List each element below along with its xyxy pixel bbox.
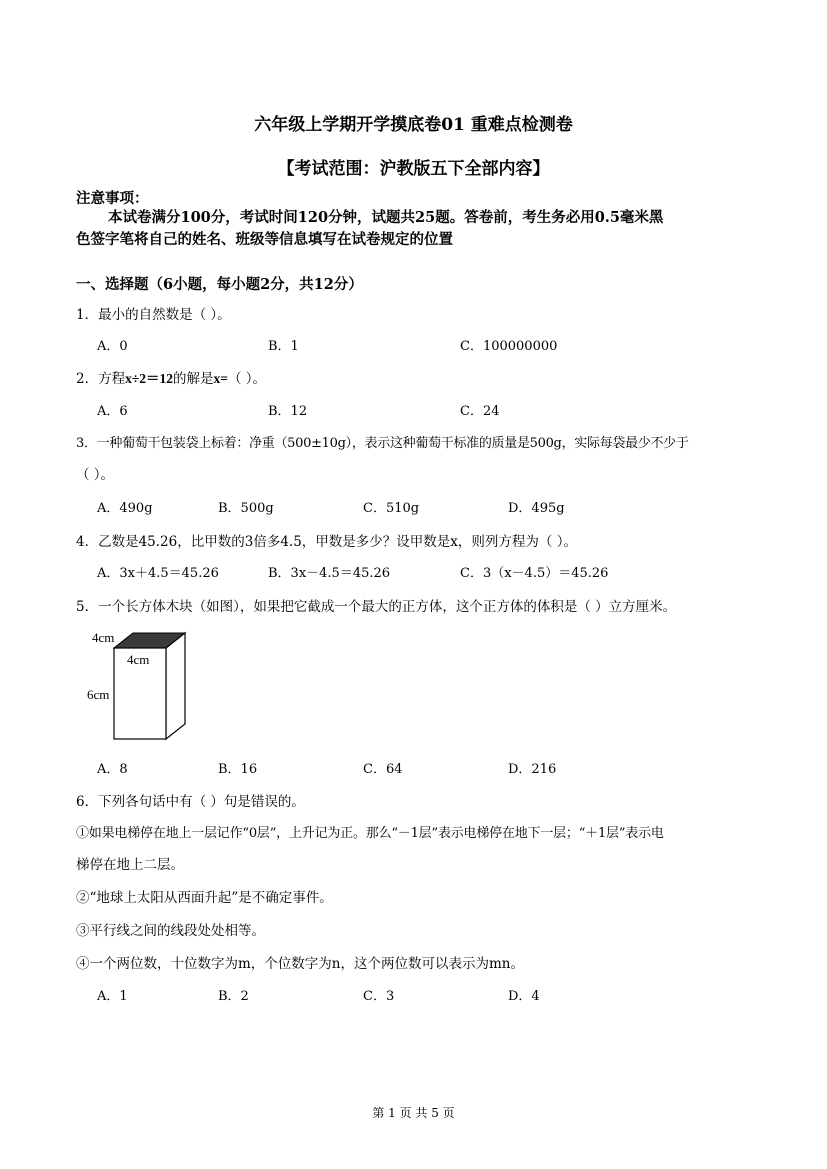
question-5-text: 5．一个长方体木块（如图），如果把它截成一个最大的正方体，这个正方体的体积是（ ）立方厘米。 <box>76 599 677 615</box>
notice-line-1: 本试卷满分100分，考试时间120分钟，试题共25题。答卷前，考生务必用0.5毫米黑 <box>108 209 664 226</box>
question-6-option-a: A．1 <box>97 989 128 1004</box>
cuboid-height-label: 6cm <box>87 687 110 702</box>
question-3-option-c: C．510g <box>363 501 420 516</box>
question-2-middle: 的解是 <box>173 371 214 387</box>
question-2-option-b: B．12 <box>268 404 308 419</box>
question-6-statement-3: ③平行线之间的线段处处相等。 <box>76 923 265 939</box>
question-1-option-a: A．0 <box>97 339 128 354</box>
question-6-option-b: B．2 <box>218 989 249 1004</box>
question-6-statement-1-line-2: 梯停在地上二层。 <box>76 857 184 873</box>
cuboid-side-face <box>166 633 185 739</box>
cuboid-top-label: 4cm <box>92 630 115 645</box>
question-2-equation: x÷2＝12 <box>125 371 174 386</box>
question-1-text: 1．最小的自然数是（ ）。 <box>76 307 231 323</box>
question-3-line-2: （ ）。 <box>76 467 115 483</box>
question-2-option-a: A．6 <box>97 404 128 419</box>
notice-line-2: 色签字笔将自己的姓名、班级等信息填写在试卷规定的位置 <box>76 231 453 248</box>
question-3-option-d: D．495g <box>508 501 565 516</box>
question-1-option-b: B．1 <box>268 339 299 354</box>
page-subtitle: 【考试范围：沪教版五下全部内容】 <box>277 159 550 179</box>
section-heading: 一、选择题（6小题，每小题2分，共12分） <box>76 276 363 293</box>
question-6-statement-2: ②“地球上太阳从西面升起”是不确定事件。 <box>76 890 333 906</box>
question-5-option-a: A．8 <box>97 762 128 777</box>
notice-heading: 注意事项： <box>76 190 149 207</box>
question-3-line-1: 3．一种葡萄干包装袋上标着：净重（500±10g），表示这种葡萄干标准的质量是500g，实际每袋最少不少于 <box>76 436 689 451</box>
question-4-option-a: A．3x＋4.5＝45.26 <box>97 566 219 581</box>
cuboid-side-label: 4cm <box>127 652 150 667</box>
question-1-option-c: C．100000000 <box>460 339 558 354</box>
question-6-option-d: D．4 <box>508 989 540 1004</box>
question-2-prefix: 2．方程 <box>76 371 126 387</box>
question-4-option-c: C．3（x－4.5）＝45.26 <box>460 566 609 581</box>
question-4-option-b: B．3x－4.5＝45.26 <box>268 566 391 581</box>
question-4-text: 4．乙数是45.26，比甲数的3倍多4.5，甲数是多少？设甲数是x，则列方程为（ ）。 <box>76 534 577 550</box>
question-5-option-c: C．64 <box>363 762 403 777</box>
question-3-option-b: B．500g <box>218 501 274 516</box>
question-6-option-c: C．3 <box>363 989 395 1004</box>
question-6-statement-4: ④一个两位数，十位数字为m，个位数字为n，这个两位数可以表示为mn。 <box>76 956 524 972</box>
question-2-variable: x= <box>213 371 228 386</box>
question-6-text: 6．下列各句话中有（ ）句是错误的。 <box>76 794 305 810</box>
question-2-option-c: C．24 <box>460 404 500 419</box>
question-5-option-b: B．16 <box>218 762 258 777</box>
question-3-option-a: A．490g <box>97 501 153 516</box>
question-2-text <box>76 367 266 387</box>
page-footer: 第 1 页 共 5 页 <box>372 1106 455 1120</box>
question-5-option-d: D．216 <box>508 762 557 777</box>
question-6-statement-1-line-1: ①如果电梯停在地上一层记作“0层”，上升记为正。那么“－1层”表示电梯停在地下一层；“＋1层”表示电 <box>76 826 664 841</box>
page-title: 六年级上学期开学摸底卷01 重难点检测卷 <box>254 115 573 135</box>
question-2-suffix: （ ）。 <box>227 371 267 387</box>
